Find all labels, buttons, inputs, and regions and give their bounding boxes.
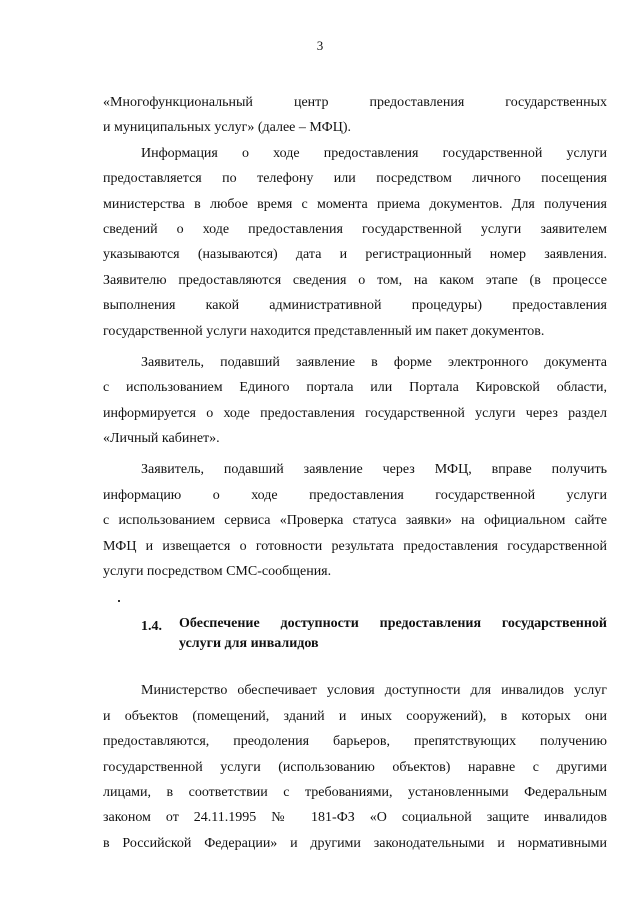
paragraph-electronic-applicant	[103, 350, 607, 452]
section-number: 1.4.	[141, 619, 162, 635]
text-line: информируется о ходе предоставления государственной услуги через раздел	[103, 405, 607, 421]
text-line: в Российской Федерации» и другими законодательными и нормативными	[103, 835, 607, 851]
text-line: государственной услуги (использованию объектов) наравне с другими	[103, 759, 607, 775]
text-line: министерства в любое время с момента приема документов. Для получения	[103, 196, 607, 212]
text-line: лицами, в соответствии с требованиями, установленными Федеральным	[103, 784, 607, 800]
paragraph-status-info	[103, 141, 607, 344]
paragraph-accessibility	[103, 678, 607, 856]
paragraph-mfc-intro	[103, 90, 607, 141]
text-line: «Личный кабинет».	[103, 431, 220, 447]
text-line: с использованием сервиса «Проверка статуса заявки» на официальном сайте	[103, 513, 607, 529]
text-line: «Многофункциональный центр предоставления государственных	[103, 95, 607, 110]
paragraph-mfc-applicant	[103, 457, 607, 584]
text-line: с использованием Единого портала или Портала Кировской области,	[103, 380, 607, 396]
text-line: информацию о ходе предоставления государственной услуги	[103, 487, 607, 503]
text-line: услуги посредством СМС-сообщения.	[103, 564, 332, 580]
text-line: выполнения какой административной процедуры) предоставления	[103, 298, 607, 314]
text-line: государственной услуги находится представленный им пакет документов.	[103, 323, 545, 339]
text-line: сведений о ходе предоставления государственной услуги заявителем	[103, 221, 607, 237]
section-title-line: услуги для инвалидов	[179, 636, 319, 652]
text-line: указываются (называются) дата и регистрационный номер заявления.	[103, 247, 607, 263]
text-line: МФЦ и извещается о готовности результата предоставления государственной	[103, 538, 607, 554]
text-line: и муниципальных услуг» (далее – МФЦ).	[103, 120, 351, 136]
text-line: законом от 24.11.1995 № 181-ФЗ «О социальной защите инвалидов	[103, 810, 607, 826]
text-line: Заявитель, подавший заявление в форме электронного документа	[141, 354, 607, 370]
text-line: и объектов (помещений, зданий и иных сооружений), в которых они	[103, 708, 607, 724]
text-line: Заявителю предоставляются сведения о том, на каком этапе (в процессе	[103, 272, 607, 288]
page-number: 3	[316, 38, 324, 53]
text-line: предоставляется по телефону или посредством личного посещения	[103, 171, 607, 187]
text-line: предоставляются, преодоления барьеров, препятствующих получению	[103, 734, 607, 750]
section-title-line: Обеспечение доступности предоставления государственной	[179, 616, 607, 632]
text-line: Заявитель, подавший заявление через МФЦ, вправе получить	[141, 462, 607, 478]
text-line: Министерство обеспечивает условия доступности для инвалидов услуг	[141, 683, 607, 699]
document-body	[103, 90, 607, 856]
text-line: Информация о ходе предоставления государственной услуги	[141, 145, 607, 161]
section-heading	[103, 614, 607, 654]
